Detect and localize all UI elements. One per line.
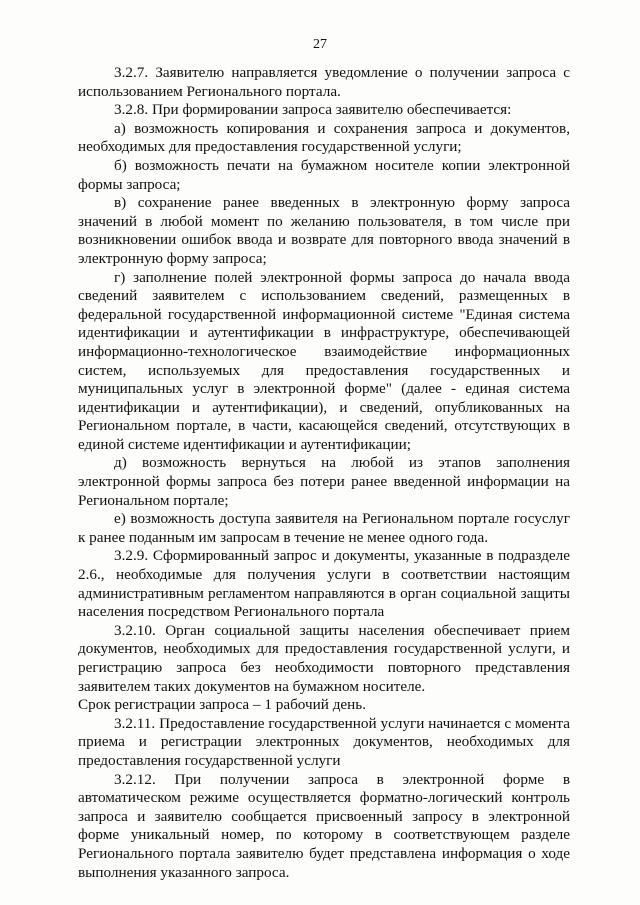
list-item-g: г) заполнение полей электронной формы запроса до начала ввода сведений заявителем с использованием сведений, размещенных в федеральной государственной информационной системе "Единая система идентификации и аутентификации в инфраструктуре, обеспечивающей информационно-технологическое взаимодействие информационных систем, используемых для предоставления государственных и муниципальных услуг в электронной форме" (далее - единая система идентификации и аутентификации), и сведений, опубликованных на Региональном портале, в части, касающейся сведений, отсутствующих в единой системе идентификации и аутентификации;	[78, 268, 570, 453]
paragraph-3-2-12: 3.2.12. При получении запроса в электронной форме в автоматическом режиме осуществляется форматно-логический контроль запроса и заявителю сообщается присвоенный запросу в электронной форме уникальный номер, по которому в соответствующем разделе Регионального портала заявителю будет представлена информация о ходе выполнения указанного запроса.	[78, 770, 570, 881]
list-item-v: в) сохранение ранее введенных в электронную форму запроса значений в любой момент по желанию пользователя, в том числе при возникновении ошибок ввода и возврате для повторного ввода значений в электронную форму запроса;	[78, 194, 570, 267]
paragraph-3-2-11: 3.2.11. Предоставление государственной услуги начинается с момента приема и регистрации электронных документов, необходимых для предоставления государственной услуги	[78, 714, 570, 769]
list-item-e: е) возможность доступа заявителя на Региональном портале госуслуг к ранее поданным им запросам в течение не менее одного года.	[78, 510, 570, 546]
page-body	[78, 64, 570, 882]
paragraph-3-2-10: 3.2.10. Орган социальной защиты населения обеспечивает прием документов, необходимых для предоставления государственной услуги, и регистрацию запроса без необходимости повторного представления заявителем таких документов на бумажном носителе.	[78, 621, 570, 695]
list-item-b: б) возможность печати на бумажном носителе копии электронной формы запроса;	[78, 156, 570, 193]
paragraph-3-2-7: 3.2.7. Заявителю направляется уведомление о получении запроса с использованием Регионального портала.	[78, 64, 570, 100]
page-number: 27	[313, 37, 327, 52]
list-item-d: д) возможность вернуться на любой из этапов заполнения электронной формы запроса без потери ранее введенной информации на Региональном портале;	[78, 454, 570, 509]
paragraph-3-2-9: 3.2.9. Сформированный запрос и документы, указанные в подразделе 2.6., необходимые для получения услуги в соответствии настоящим административным регламентом направляются в орган социальной защиты населения посредством Регионального портала	[78, 547, 570, 621]
registration-deadline: Срок регистрации запроса – 1 рабочий день.	[78, 696, 367, 714]
paragraph-3-2-8: 3.2.8. При формировании запроса заявителю обеспечивается:	[114, 101, 512, 119]
list-item-a: а) возможность копирования и сохранения запроса и документов, необходимых для предоставления государственной услуги;	[78, 119, 570, 156]
